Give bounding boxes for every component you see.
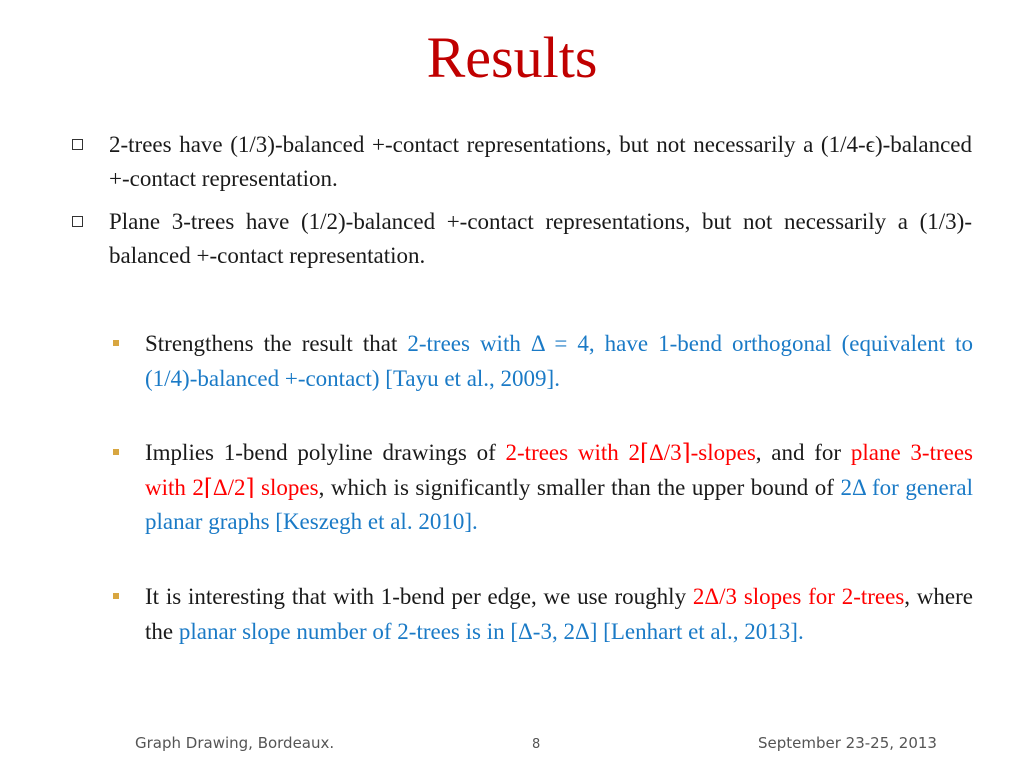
highlight-red-text: 2-trees with 2⌈Δ/3⌉-slopes: [505, 440, 756, 465]
square-bullet-icon: [72, 139, 83, 150]
page-number: 8: [532, 737, 541, 752]
text-segment: , and for: [755, 440, 851, 465]
sub-bullet-text: [145, 436, 973, 540]
sub-bullet-item: [113, 436, 973, 540]
bullet-item: [72, 205, 972, 273]
highlight-red-text: 2Δ/3 slopes for 2-trees: [692, 584, 905, 609]
bullet-text: Plane 3-trees have (1/2)-balanced +-contact representations, but not necessarily a (1/3)-balanced +-contact representation.: [109, 209, 972, 268]
slide-title: Results: [426, 25, 598, 90]
sub-bullet-text: [145, 327, 973, 396]
highlight-blue-text: planar slope number of 2-trees is in [Δ-3, 2Δ] [Lenhart et al., 2013].: [178, 618, 804, 644]
footer-conference: Graph Drawing, Bordeaux.: [135, 734, 335, 752]
footer-date: September 23-25, 2013: [758, 734, 937, 752]
sub-bullet-item: [113, 327, 973, 396]
text-segment: , which is significantly smaller than the upper bound of: [318, 474, 841, 500]
text-segment: It is interesting that with 1-bend per edge, we use roughly: [145, 584, 693, 609]
square-bullet-icon: [113, 593, 119, 599]
bullet-item: [72, 128, 972, 196]
text-segment: Strengthens the result that: [145, 331, 408, 356]
sub-bullet-item: [113, 580, 973, 649]
highlight-blue-text: 2Δ for general planar graphs [Keszegh et al. 2010].: [145, 474, 974, 534]
sub-bullet-text: [145, 580, 973, 649]
highlight-red-text: plane 3-trees with 2⌈Δ/2⌉ slopes: [145, 440, 974, 500]
highlight-blue-text: 2-trees with Δ = 4, have 1-bend orthogonal (equivalent to (1/4)-balanced +-contact) [Tayu et al., 2009].: [145, 331, 973, 391]
bullet-text: 2-trees have (1/3)-balanced +-contact representations, but not necessarily a (1/4-ϵ)-balanced +-contact representation.: [109, 132, 972, 191]
text-segment: , where the: [145, 584, 973, 644]
square-bullet-icon: [72, 216, 83, 227]
square-bullet-icon: [113, 340, 119, 346]
square-bullet-icon: [113, 449, 119, 455]
text-segment: Implies 1-bend polyline drawings of: [145, 440, 506, 465]
